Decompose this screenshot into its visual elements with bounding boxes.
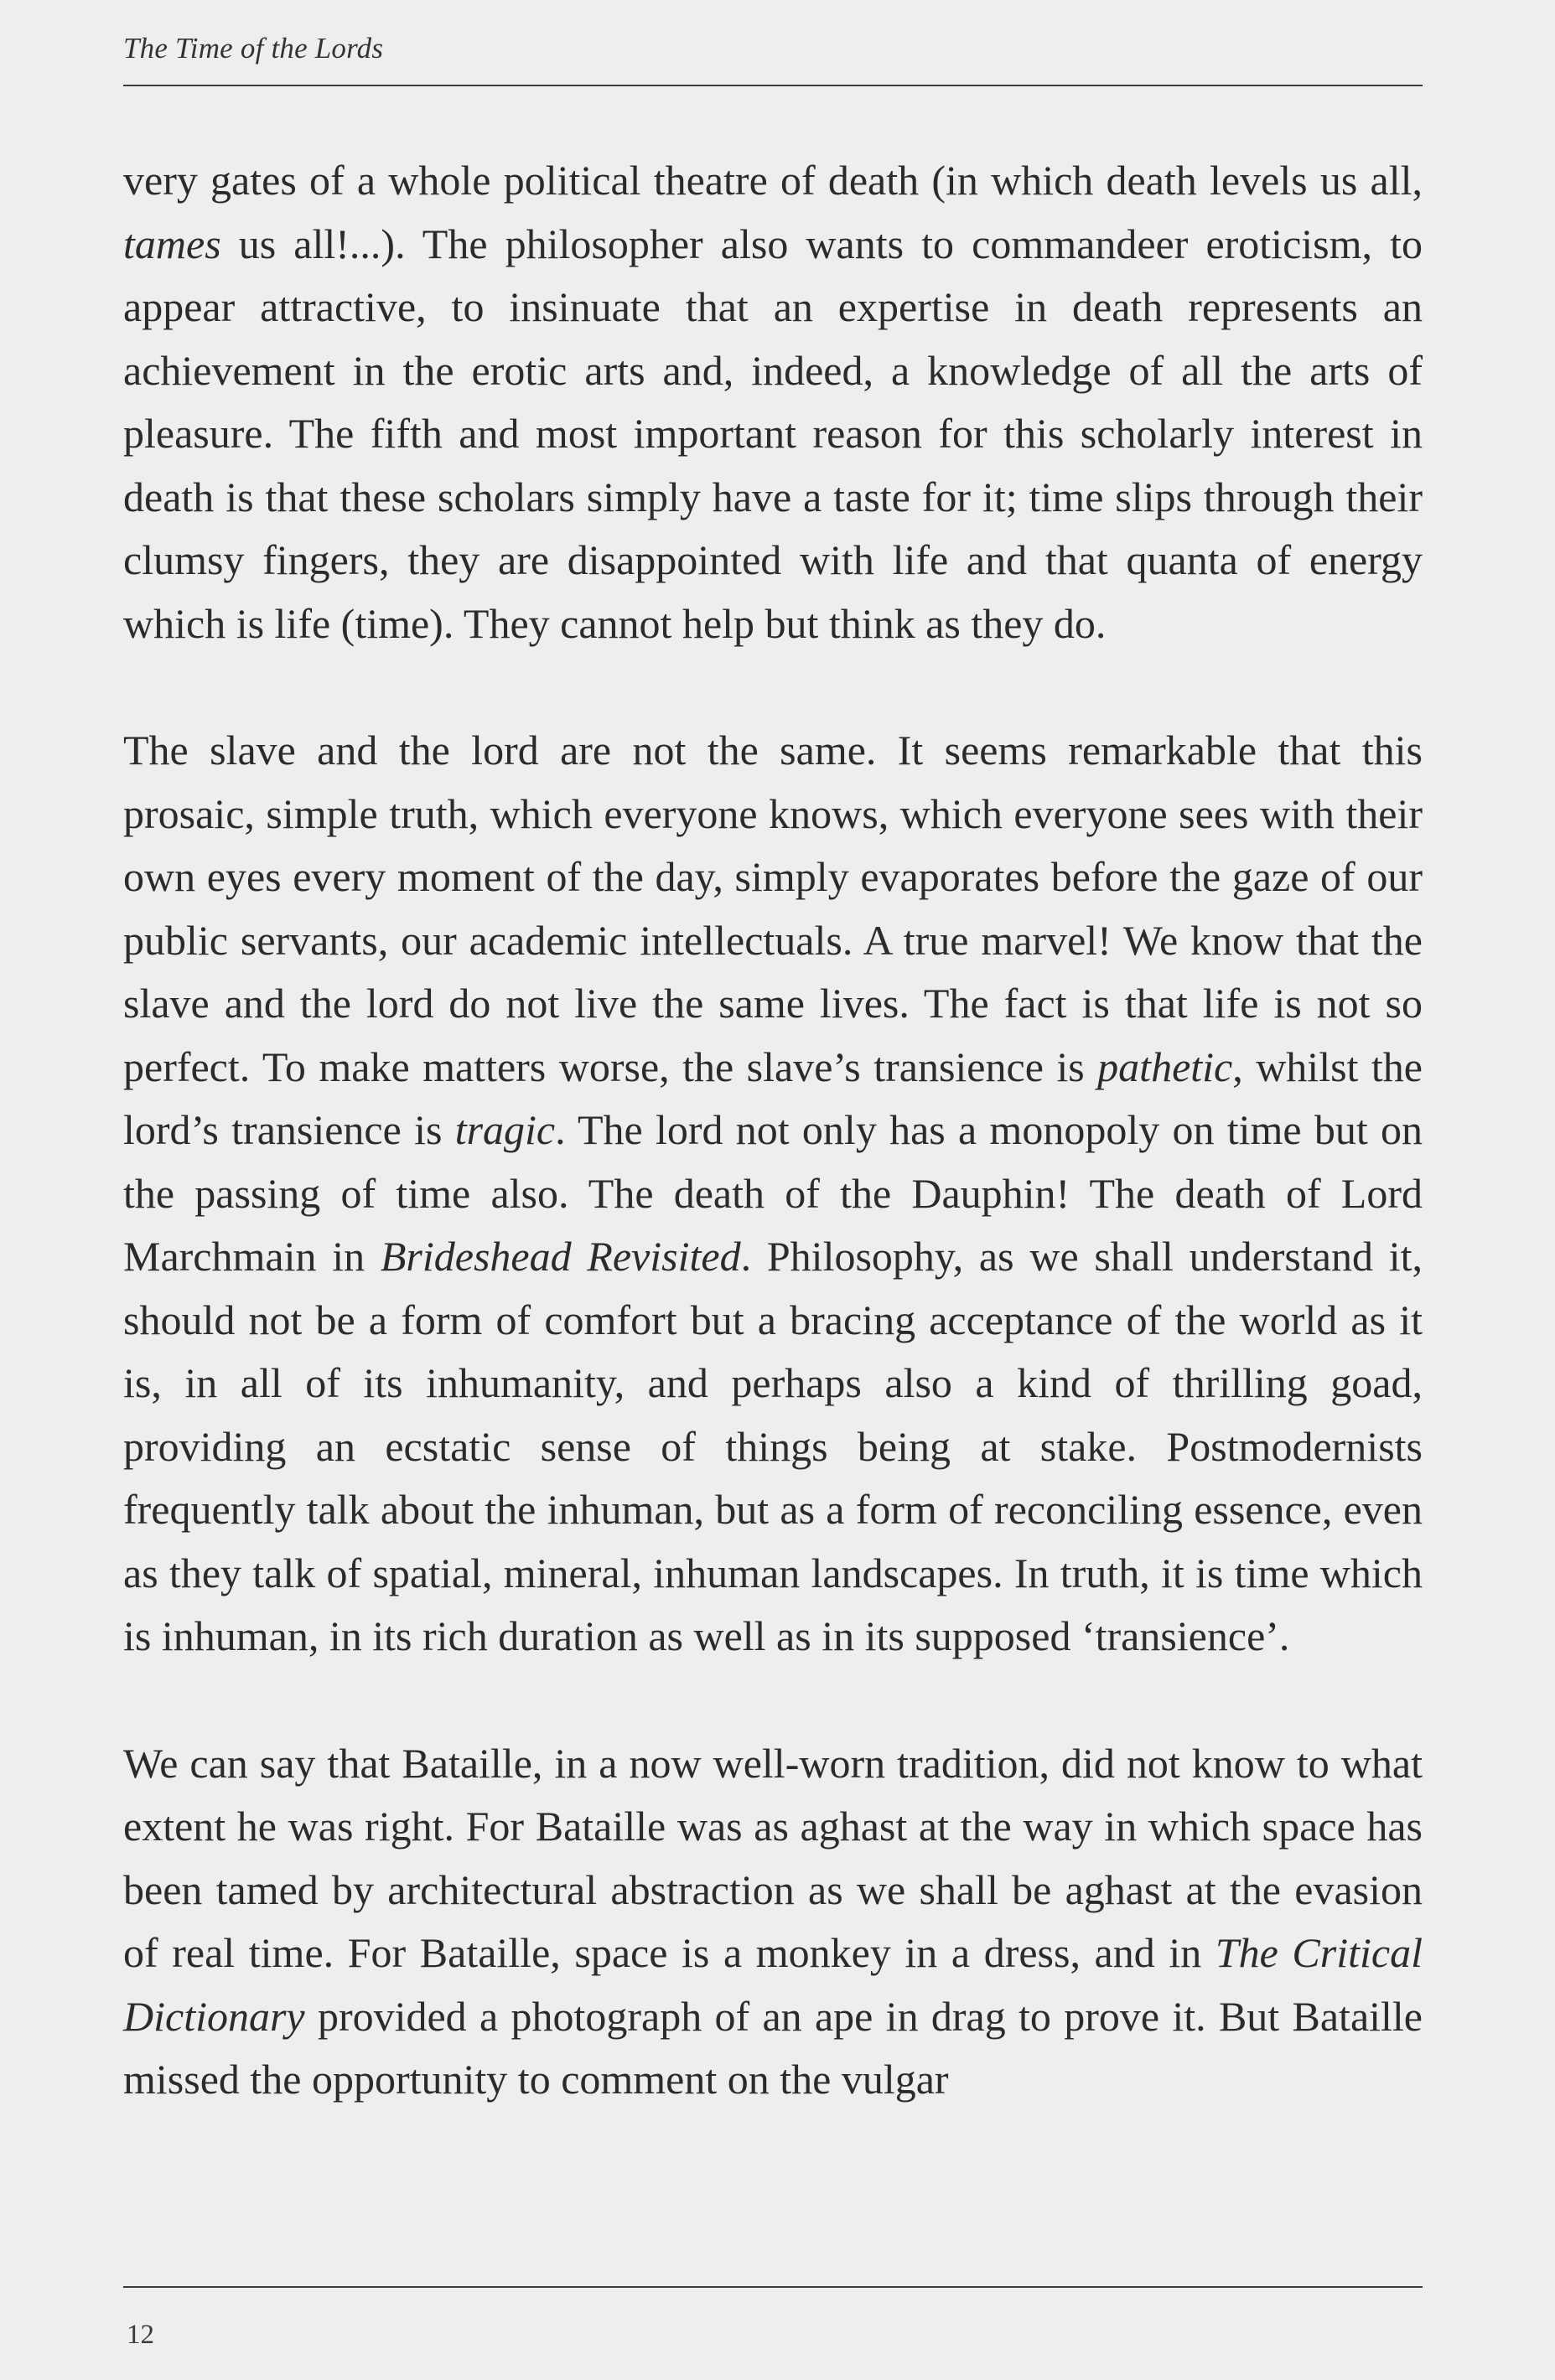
italic-text: tames — [123, 220, 221, 267]
header-rule — [123, 85, 1423, 86]
text-run: provided a photograph of an ape in drag to prove it. But Bataille missed the opportunity to comment on the vulgar — [123, 1992, 1423, 2103]
italic-text: tragic — [454, 1106, 556, 1153]
text-run: The slave and the lord are not the same. It seems remarkable that this prosaic, simple truth, which everyone knows, which everyone sees with their own eyes every moment of the day, simply evaporates before the gaze of our public servants, our academic intellectuals. A true marvel! We know that the slave and the lord do not live the same lives. The fact is that life is not so perfect. To make matters worse, the slave’s transience is — [123, 727, 1423, 1090]
footer-rule — [123, 2286, 1423, 2288]
page-number: 12 — [127, 2320, 154, 2350]
paragraph — [123, 1732, 1423, 2112]
paragraph — [123, 149, 1423, 655]
text-run: . The lord not only has a monopoly on time but on the passing of time also. The death of the Dauphin! The death of Lord Marchmain in — [123, 1106, 1423, 1280]
running-head: The Time of the Lords — [123, 32, 384, 65]
italic-text: pathetic — [1097, 1043, 1233, 1090]
text-run: us all!...). The philosopher also wants to commandeer eroticism, to appear attractive, to insinuate that an expertise in death represents an achievement in the erotic arts and, indeed, a knowledge of all the arts of pleasure. The fifth and most important reason for this scholarly interest in death is that these scholars simply have a taste for it; time slips through their clumsy fingers, they are disappointed with life and that quanta of energy which is life (time). They cannot help but think as they do. — [123, 220, 1423, 647]
paragraph — [123, 719, 1423, 1669]
text-run: We can say that Bataille, in a now well-worn tradition, did not know to what extent he was right. For Bataille was as aghast at the way in which space has been tamed by architectural abstraction as we shall be aghast at the evasion of real time. For Bataille, space is a monkey in a dress, and in — [123, 1739, 1423, 1976]
italic-text: The Critical Dictionary — [123, 1929, 1423, 2040]
body-text — [123, 149, 1423, 2112]
text-run: , whilst the lord’s transience is — [123, 1043, 1423, 1153]
text-run: . Philosophy, as we shall understand it, should not be a form of comfort but a bracing acceptance of the world as it is, in all of its inhumanity, and perhaps also a kind of thrilling goad, providing an ecstatic sense of things being at stake. Postmodernists frequently talk about the inhuman, but as a form of reconciling essence, even as they talk of spatial, mineral, inhuman landscapes. In truth, it is time which is inhuman, in its rich duration as well as in its supposed ‘transience’. — [123, 1233, 1423, 1659]
italic-text: Brideshead Revisited — [380, 1233, 741, 1280]
text-run: very gates of a whole political theatre of death (in which death levels us all, — [123, 157, 1423, 204]
